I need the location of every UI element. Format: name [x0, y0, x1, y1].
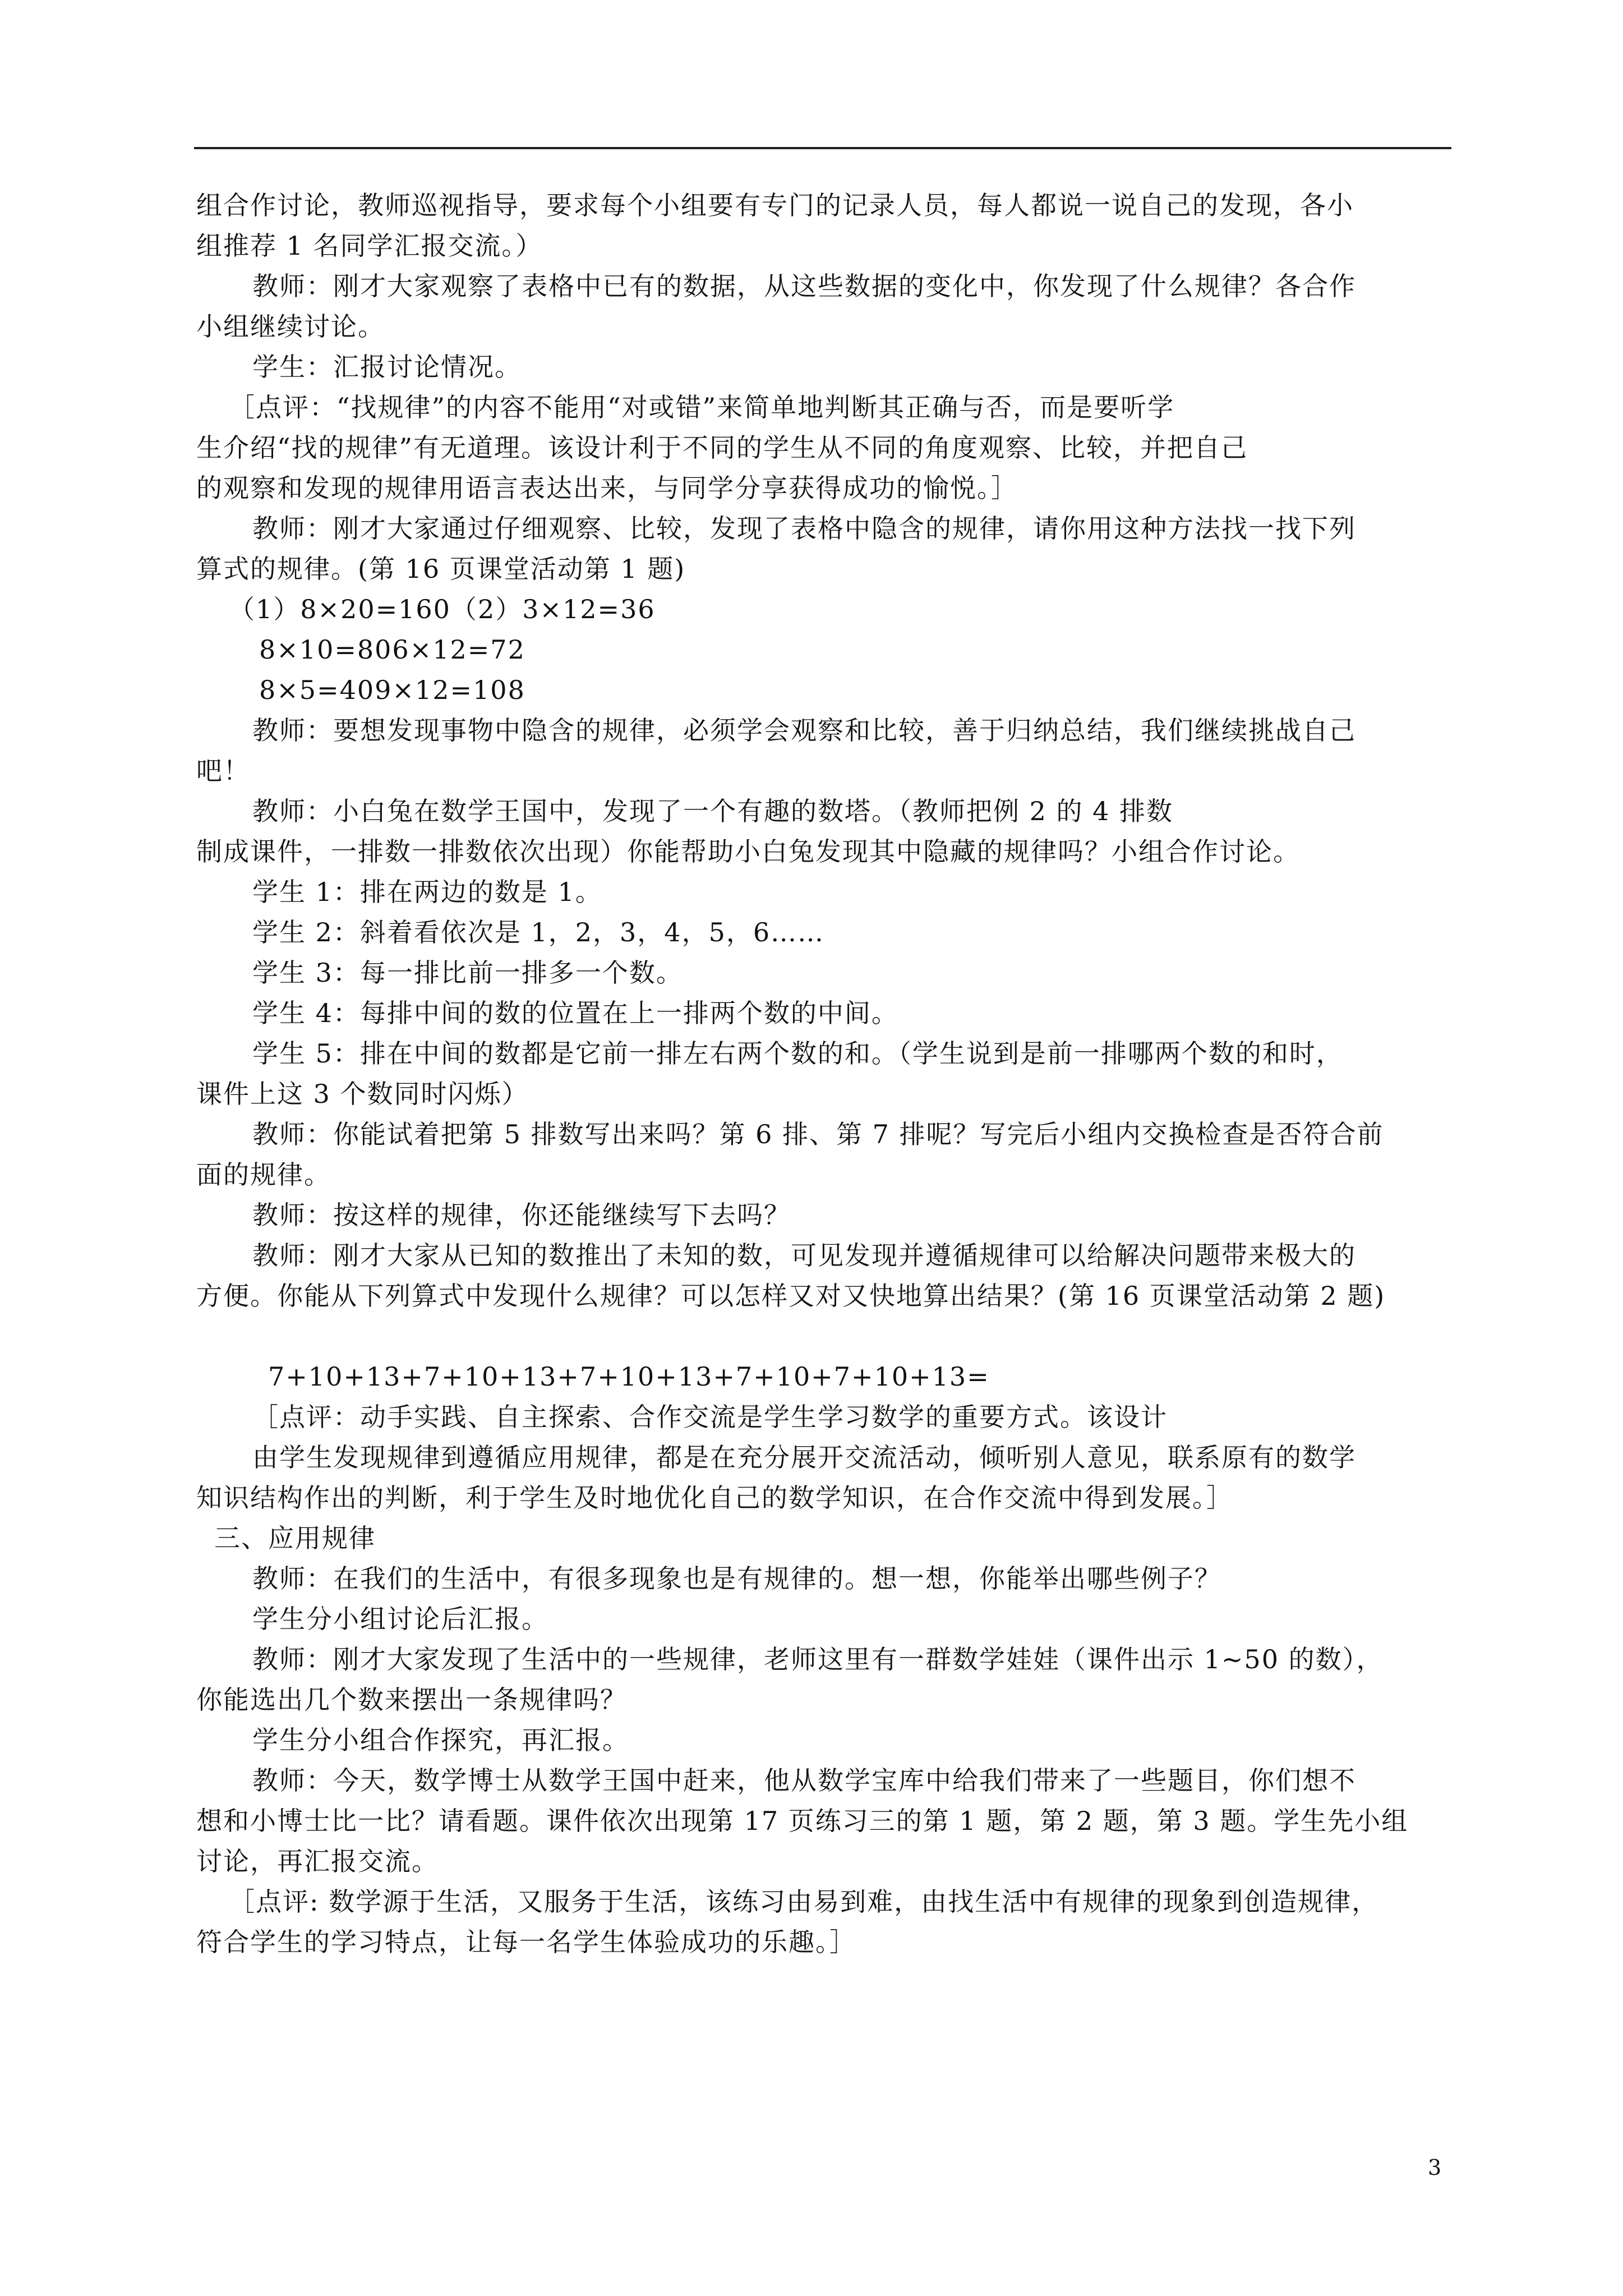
text-line: 教师：要想发现事物中隐含的规律，必须学会观察和比较，善于归纳总结，我们继续挑战自己 [252, 715, 1356, 746]
commentary-line: ［点评：“找规律”的内容不能用“对或错”来简单地判断其正确与否，而是要听学 [229, 392, 1175, 422]
commentary-line: 知识结构作出的判断，利于学生及时地优化自己的数学知识，在合作交流中得到发展。］ [196, 1483, 1233, 1513]
section-heading: 三、应用规律 [214, 1523, 376, 1553]
header-rule [194, 147, 1451, 149]
equation-line: 7+10+13+7+10+13+7+10+13+7+10+7+10+13= [268, 1361, 990, 1392]
text-line: 你能选出几个数来摆出一条规律吗？ [196, 1685, 627, 1715]
text-line: 组推荐 1 名同学汇报交流。） [196, 231, 543, 261]
text-line: 学生分小组合作探究，再汇报。 [252, 1725, 629, 1755]
text-line: 课件上这 3 个数同时闪烁） [196, 1079, 529, 1109]
text-line: 小组继续讨论。 [196, 311, 385, 342]
text-line: 想和小博士比一比？请看题。课件依次出现第 17 页练习三的第 1 题，第 2 题，第 3 题。学生先小组 [196, 1806, 1409, 1836]
equation-line: 8×10=806×12=72 [259, 634, 525, 665]
text-line: 组合作讨论，教师巡视指导，要求每个小组要有专门的记录人员，每人都说一说自己的发现，各小 [196, 190, 1354, 220]
commentary-line: 由学生发现规律到遵循应用规律，都是在充分展开交流活动，倾听别人意见，联系原有的数学 [252, 1442, 1356, 1473]
text-line: 算式的规律。(第 16 页课堂活动第 1 题) [196, 554, 686, 584]
commentary-line: ［点评: 数学源于生活，又服务于生活，该练习由易到难，由找生活中有规律的现象到创造规律， [229, 1887, 1379, 1917]
text-line: 教师：你能试着把第 5 排数写出来吗？第 6 排、第 7 排呢？写完后小组内交换检查是否符合前 [252, 1119, 1384, 1149]
text-line: 吧！ [196, 756, 250, 786]
text-line: 教师：刚才大家从已知的数推出了未知的数，可见发现并遵循规律可以给解决问题带来极大的 [252, 1240, 1356, 1271]
text-line: 学生 4：每排中间的数的位置在上一排两个数的中间。 [252, 998, 898, 1028]
text-line: 制成课件，一排数一排数依次出现）你能帮助小白兔发现其中隐藏的规律吗？小组合作讨论。 [196, 836, 1300, 867]
text-line: 学生 5：排在中间的数都是它前一排左右两个数的和。（学生说到是前一排哪两个数的和时， [252, 1038, 1343, 1069]
document-body [196, 185, 1453, 1962]
text-line: 教师：刚才大家发现了生活中的一些规律，老师这里有一群数学娃娃（课件出示 1~50 的数）， [252, 1644, 1384, 1674]
text-line: 教师：今天，数学博士从数学王国中赶来，他从数学宝库中给我们带来了一些题目，你们想不 [252, 1765, 1356, 1796]
text-line: 方便。你能从下列算式中发现什么规律？可以怎样又对又快地算出结果？(第 16 页课堂活动第 2 题) [196, 1281, 1386, 1311]
text-line: 教师：按这样的规律，你还能继续写下去吗？ [252, 1200, 791, 1230]
commentary-line: ［点评：动手实践、自主探索、合作交流是学生学习数学的重要方式。该设计 [252, 1402, 1168, 1432]
text-line: 学生 3：每一排比前一排多一个数。 [252, 958, 683, 988]
commentary-line: 生介绍“找的规律”有无道理。该设计利于不同的学生从不同的角度观察、比较，并把自己 [196, 432, 1248, 463]
blank-line [196, 1316, 1453, 1356]
text-line: 教师：刚才大家通过仔细观察、比较，发现了表格中隐含的规律，请你用这种方法找一找下列 [252, 513, 1356, 544]
text-line: 学生 1：排在两边的数是 1。 [252, 877, 602, 907]
commentary-line: 符合学生的学习特点，让每一名学生体验成功的乐趣。］ [196, 1927, 856, 1957]
text-line: 学生分小组讨论后汇报。 [252, 1604, 548, 1634]
text-line: 学生 2：斜着看依次是 1，2，3，4，5，6…… [252, 917, 825, 947]
text-line: 教师：刚才大家观察了表格中已有的数据，从这些数据的变化中，你发现了什么规律？各合作 [252, 271, 1356, 301]
text-line: 教师：小白兔在数学王国中，发现了一个有趣的数塔。（教师把例 2 的 4 排数 [252, 796, 1174, 826]
text-line: 学生：汇报讨论情况。 [252, 352, 522, 382]
text-line: 面的规律。 [196, 1159, 331, 1190]
text-line: 讨论，再汇报交流。 [196, 1846, 439, 1876]
text-line: 教师：在我们的生活中，有很多现象也是有规律的。想一想，你能举出哪些例子？ [252, 1563, 1221, 1594]
page-number: 3 [1428, 2155, 1442, 2180]
equation-line: （1）8×20=160（2）3×12=36 [229, 594, 656, 624]
equation-line: 8×5=409×12=108 [259, 675, 525, 705]
commentary-line: 的观察和发现的规律用语言表达出来，与同学分享获得成功的愉悦。］ [196, 473, 1018, 503]
